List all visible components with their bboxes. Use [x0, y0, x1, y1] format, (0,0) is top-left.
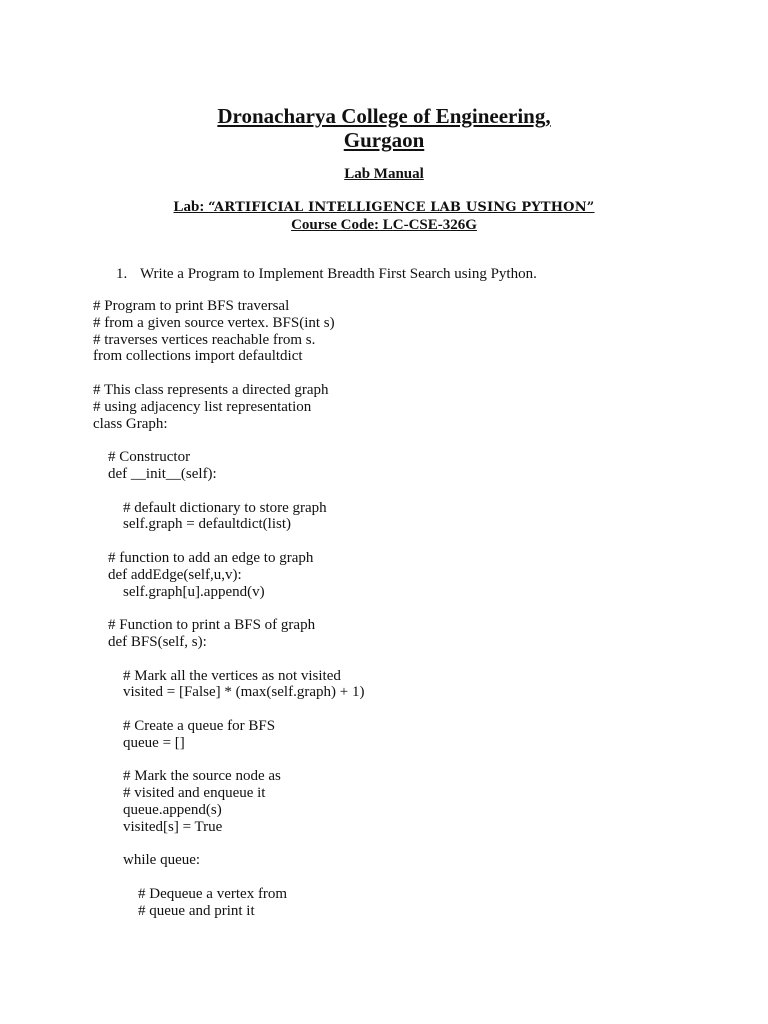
code-line	[93, 365, 693, 382]
code-line	[93, 701, 693, 718]
code-line: # queue and print it	[93, 902, 255, 919]
code-line: while queue:	[93, 852, 201, 869]
code-line	[93, 869, 693, 886]
code-listing	[93, 298, 693, 919]
code-line	[93, 432, 693, 449]
code-line: queue = []	[93, 734, 185, 751]
code-line: def BFS(self, s):	[93, 633, 207, 650]
lab-prefix: Lab:	[173, 199, 209, 215]
code-line	[93, 752, 693, 769]
code-line	[93, 600, 693, 617]
code-line: visited = [False] * (max(self.graph) + 1)	[93, 684, 365, 701]
code-line: # traverses vertices reachable from s.	[93, 331, 316, 348]
code-line: # default dictionary to store graph	[93, 499, 327, 516]
question-text: Write a Program to Implement Breadth First Search using Python.	[140, 266, 537, 282]
code-line: # This class represents a directed graph	[93, 381, 329, 398]
college-name-line1: Dronacharya College of Engineering,	[217, 104, 551, 128]
code-line	[93, 651, 693, 668]
code-line: # visited and enqueue it	[93, 785, 266, 802]
college-name-line2: Gurgaon	[343, 128, 425, 152]
code-line: self.graph[u].append(v)	[93, 583, 265, 600]
code-line	[93, 836, 693, 853]
course-code: Course Code: LC-CSE-326G	[291, 217, 477, 233]
code-line: class Graph:	[93, 415, 168, 432]
code-line: self.graph = defaultdict(list)	[93, 516, 291, 533]
code-line: # Mark the source node as	[93, 768, 281, 785]
lab-title	[0, 198, 768, 217]
lab-manual-heading: Lab Manual	[344, 166, 424, 182]
code-line: # Function to print a BFS of graph	[93, 617, 316, 634]
code-line: visited[s] = True	[93, 818, 223, 835]
code-line: # from a given source vertex. BFS(int s)	[93, 314, 335, 331]
question-number: 1.	[116, 266, 128, 282]
code-line: def addEdge(self,u,v):	[93, 566, 242, 583]
code-line: # using adjacency list representation	[93, 398, 312, 415]
code-line	[93, 483, 693, 500]
code-line: # function to add an edge to graph	[93, 549, 314, 566]
code-line: def __init__(self):	[93, 465, 217, 482]
code-line: # Dequeue a vertex from	[93, 885, 288, 902]
code-line: # Constructor	[93, 449, 191, 466]
code-line: # Create a queue for BFS	[93, 717, 276, 734]
code-line: from collections import defaultdict	[93, 348, 303, 365]
code-line: # Mark all the vertices as not visited	[93, 667, 341, 684]
code-line	[93, 533, 693, 550]
code-line: # Program to print BFS traversal	[93, 298, 290, 314]
code-line: queue.append(s)	[93, 801, 222, 818]
lab-name: “ARTIFICIAL INTELLIGENCE LAB USING PYTHON”	[208, 200, 595, 215]
question-item	[116, 265, 537, 283]
